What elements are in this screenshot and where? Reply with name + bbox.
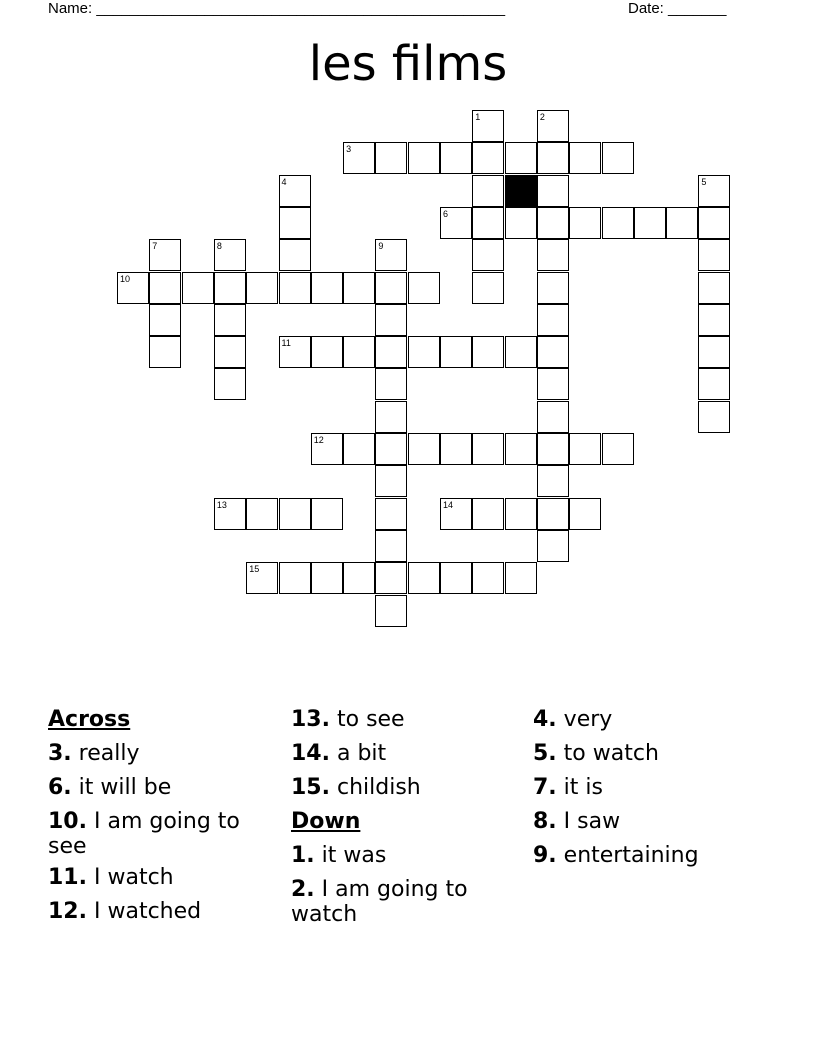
clue-number: 15 xyxy=(249,564,260,575)
grid-cell[interactable] xyxy=(537,175,569,207)
clue-text: I am going to xyxy=(321,877,468,902)
grid-cell[interactable] xyxy=(311,433,343,465)
grid-cell[interactable] xyxy=(246,562,278,594)
grid-cell[interactable] xyxy=(149,272,181,304)
section-heading-text: Down xyxy=(291,809,361,834)
page-title: les films xyxy=(308,36,508,92)
grid-cell[interactable] xyxy=(698,272,730,304)
grid-cell[interactable] xyxy=(279,175,311,207)
grid-cell[interactable] xyxy=(698,207,730,239)
clue-number: 13 xyxy=(216,499,227,510)
name-field[interactable]: Name: _________________________________________________ xyxy=(48,0,506,17)
clue-text: I watched xyxy=(93,899,202,924)
grid-cell[interactable] xyxy=(279,207,311,239)
grid-cell[interactable] xyxy=(214,239,246,271)
grid-cell[interactable] xyxy=(246,498,278,530)
clue-number: 10 xyxy=(120,273,131,284)
clue-item xyxy=(533,839,773,873)
grid-cell[interactable] xyxy=(569,433,601,465)
grid-cell[interactable] xyxy=(505,433,537,465)
grid-cell[interactable] xyxy=(537,498,569,530)
grid-cell[interactable] xyxy=(537,304,569,336)
grid-cell[interactable] xyxy=(698,368,730,400)
clue-number: 1 xyxy=(475,112,481,122)
grid-cell[interactable] xyxy=(246,272,278,304)
grid-cell[interactable] xyxy=(602,142,634,174)
date-field[interactable]: Date: _______ xyxy=(628,0,727,17)
grid-cell[interactable] xyxy=(182,272,214,304)
grid-cell[interactable] xyxy=(634,207,666,239)
clue-text: very xyxy=(563,707,613,732)
clue-num: 6. xyxy=(48,775,72,800)
grid-cell[interactable] xyxy=(214,336,246,368)
clue-text: really xyxy=(78,741,140,766)
grid-cell[interactable] xyxy=(698,239,730,271)
grid-cell[interactable] xyxy=(505,207,537,239)
clue-item xyxy=(291,873,526,929)
clue-num: 10. xyxy=(48,809,87,834)
clue-text: to see xyxy=(336,707,405,732)
grid-cell[interactable] xyxy=(602,433,634,465)
grid-cell[interactable] xyxy=(537,433,569,465)
grid-cell[interactable] xyxy=(440,207,472,239)
grid-cell[interactable] xyxy=(472,498,504,530)
grid-cell[interactable] xyxy=(569,498,601,530)
clue-num: 13. xyxy=(291,707,330,732)
grid-cell[interactable] xyxy=(375,142,407,174)
grid-cell[interactable] xyxy=(311,272,343,304)
grid-cell[interactable] xyxy=(311,562,343,594)
grid-cell[interactable] xyxy=(666,207,698,239)
grid-cell[interactable] xyxy=(311,336,343,368)
clue-num: 1. xyxy=(291,843,315,868)
grid-cell[interactable] xyxy=(472,175,504,207)
grid-cell[interactable] xyxy=(375,336,407,368)
grid-cell[interactable] xyxy=(375,562,407,594)
grid-cell[interactable] xyxy=(440,498,472,530)
grid-cell[interactable] xyxy=(279,336,311,368)
grid-cell[interactable] xyxy=(214,272,246,304)
grid-cell[interactable] xyxy=(569,207,601,239)
grid-cell[interactable] xyxy=(472,207,504,239)
grid-cell[interactable] xyxy=(537,336,569,368)
grid-cell[interactable] xyxy=(279,562,311,594)
clue-number: 14 xyxy=(443,499,454,510)
black-cell xyxy=(505,175,537,207)
grid-cell[interactable] xyxy=(537,110,569,142)
clue-num: 9. xyxy=(533,843,557,868)
clue-item xyxy=(48,805,283,861)
grid-cell[interactable] xyxy=(537,239,569,271)
grid-cell[interactable] xyxy=(311,498,343,530)
grid-cell[interactable] xyxy=(214,304,246,336)
grid-cell[interactable] xyxy=(537,207,569,239)
grid-cell[interactable] xyxy=(279,272,311,304)
clue-number: 9 xyxy=(378,241,384,252)
grid-cell[interactable] xyxy=(440,142,472,174)
clues-column-1 xyxy=(48,703,283,929)
grid-cell[interactable] xyxy=(375,595,407,627)
grid-cell[interactable] xyxy=(537,530,569,562)
grid-cell[interactable] xyxy=(408,562,440,594)
grid-cell[interactable] xyxy=(537,272,569,304)
grid-cell[interactable] xyxy=(149,239,181,271)
grid-cell[interactable] xyxy=(537,465,569,497)
clue-number: 6 xyxy=(443,208,449,219)
grid-cell[interactable] xyxy=(375,368,407,400)
clue-text: a bit xyxy=(336,741,387,766)
grid-cell[interactable] xyxy=(602,207,634,239)
grid-cell[interactable] xyxy=(343,272,375,304)
grid-cell[interactable] xyxy=(440,562,472,594)
clue-num: 8. xyxy=(533,809,557,834)
grid-cell[interactable] xyxy=(537,401,569,433)
clue-text: it is xyxy=(563,775,603,800)
clue-item xyxy=(533,805,773,839)
grid-cell[interactable] xyxy=(375,272,407,304)
grid-cell[interactable] xyxy=(375,401,407,433)
grid-cell[interactable] xyxy=(375,239,407,271)
grid-cell[interactable] xyxy=(149,336,181,368)
grid-cell[interactable] xyxy=(279,498,311,530)
clue-number: 3 xyxy=(346,144,352,155)
grid-cell[interactable] xyxy=(408,272,440,304)
grid-cell[interactable] xyxy=(408,142,440,174)
clue-text: I saw xyxy=(563,809,621,834)
clue-text: it was xyxy=(321,843,387,868)
clue-number: 7 xyxy=(152,241,158,252)
grid-cell[interactable] xyxy=(117,272,149,304)
grid-cell[interactable] xyxy=(214,498,246,530)
grid-cell[interactable] xyxy=(375,465,407,497)
clue-num: 7. xyxy=(533,775,557,800)
grid-cell[interactable] xyxy=(343,433,375,465)
grid-cell[interactable] xyxy=(698,401,730,433)
clue-num: 15. xyxy=(291,775,330,800)
clue-item xyxy=(291,703,526,737)
section-heading xyxy=(291,805,526,839)
grid-cell[interactable] xyxy=(472,433,504,465)
clue-text: I watch xyxy=(93,865,174,890)
section-heading xyxy=(48,703,283,737)
grid-cell[interactable] xyxy=(472,142,504,174)
clue-number: 8 xyxy=(216,241,222,252)
grid-cell[interactable] xyxy=(440,433,472,465)
clue-number: 11 xyxy=(281,338,291,349)
clue-item xyxy=(533,771,773,805)
clue-number: 12 xyxy=(313,435,324,445)
grid-cell[interactable] xyxy=(149,304,181,336)
clues-column-3 xyxy=(533,703,773,873)
clue-text: childish xyxy=(336,775,421,800)
clue-item xyxy=(48,861,283,895)
clue-item xyxy=(291,771,526,805)
clue-text-continued: watch xyxy=(291,902,358,927)
clues-column-2 xyxy=(291,703,526,929)
grid-cell[interactable] xyxy=(505,562,537,594)
clue-item xyxy=(48,771,283,805)
grid-cell[interactable] xyxy=(375,498,407,530)
grid-cell[interactable] xyxy=(537,142,569,174)
grid-cell[interactable] xyxy=(472,272,504,304)
clue-number: 5 xyxy=(701,176,707,187)
clue-num: 11. xyxy=(48,865,87,890)
grid-cell[interactable] xyxy=(698,175,730,207)
grid-cell[interactable] xyxy=(472,239,504,271)
clue-num: 4. xyxy=(533,707,557,732)
grid-cell[interactable] xyxy=(505,498,537,530)
grid-cell[interactable] xyxy=(569,142,601,174)
grid-cell[interactable] xyxy=(343,336,375,368)
grid-cell[interactable] xyxy=(472,110,504,142)
grid-cell[interactable] xyxy=(698,336,730,368)
clue-item xyxy=(533,737,773,771)
grid-cell[interactable] xyxy=(408,433,440,465)
clue-num: 5. xyxy=(533,741,557,766)
clue-item xyxy=(291,737,526,771)
clue-text: entertaining xyxy=(563,843,699,868)
grid-cell[interactable] xyxy=(537,368,569,400)
grid-cell[interactable] xyxy=(408,336,440,368)
grid-cell[interactable] xyxy=(343,562,375,594)
clue-num: 2. xyxy=(291,877,315,902)
clue-number: 2 xyxy=(539,112,545,122)
grid-cell[interactable] xyxy=(214,368,246,400)
grid-cell[interactable] xyxy=(472,562,504,594)
section-heading-text: Across xyxy=(48,707,131,732)
grid-cell[interactable] xyxy=(375,433,407,465)
clue-text-continued: see xyxy=(48,834,87,859)
grid-cell[interactable] xyxy=(375,304,407,336)
grid-cell[interactable] xyxy=(505,142,537,174)
grid-cell[interactable] xyxy=(279,239,311,271)
grid-cell[interactable] xyxy=(698,304,730,336)
clue-number: 4 xyxy=(281,176,287,187)
clue-text: I am going to xyxy=(93,809,240,834)
clue-text: to watch xyxy=(563,741,659,766)
grid-cell[interactable] xyxy=(440,336,472,368)
grid-cell[interactable] xyxy=(375,530,407,562)
clue-item xyxy=(48,737,283,771)
clue-num: 12. xyxy=(48,899,87,924)
clue-item xyxy=(291,839,526,873)
clue-item xyxy=(48,895,283,929)
clue-num: 3. xyxy=(48,741,72,766)
clue-num: 14. xyxy=(291,741,330,766)
clue-item xyxy=(533,703,773,737)
clue-text: it will be xyxy=(78,775,172,800)
grid-cell[interactable] xyxy=(343,142,375,174)
grid-cell[interactable] xyxy=(505,336,537,368)
grid-cell[interactable] xyxy=(472,336,504,368)
